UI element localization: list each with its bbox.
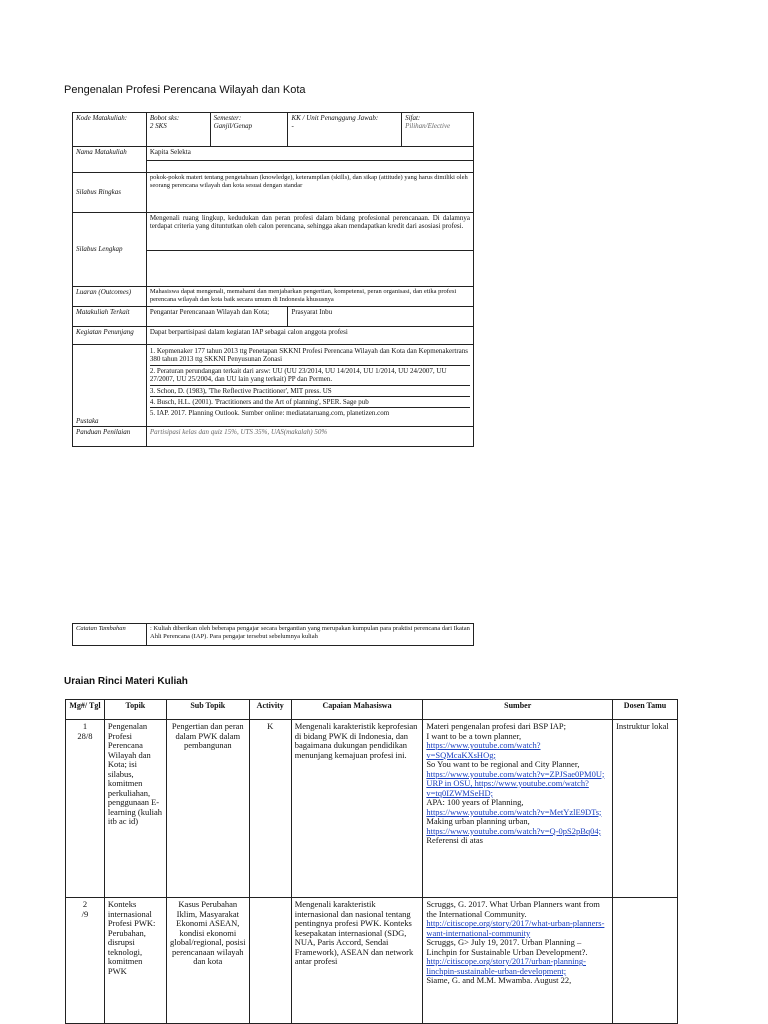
- sources-cell: [423, 720, 613, 898]
- source-link[interactable]: https://www.youtube.com/watch?v=ZPJSae0PM0U;: [426, 768, 605, 779]
- pustaka-list: [150, 346, 470, 419]
- source-list: [426, 722, 609, 846]
- col-header: Topik: [104, 700, 166, 720]
- luaran-label: Luaran (Outcomes): [73, 287, 147, 307]
- week-date: /9: [81, 908, 89, 919]
- terkait-value: Pengantar Perencanaan Wilayah dan Kota;: [146, 307, 288, 327]
- col-header: Activity: [249, 700, 291, 720]
- notes-table: [72, 623, 474, 646]
- silabus-lengkap-label: Silabus Lengkap: [73, 213, 147, 287]
- source-text: Referensi di atas: [426, 835, 483, 846]
- bobot-cell: [146, 113, 210, 147]
- source-text: APA: 100 years of Planning,: [426, 797, 524, 808]
- outcome-cell: Mengenali karakteristik internasional dan nasional tentang pentingnya profesi PWK. Konteks kesepakatan internasional (SDG, NUA, Paris Accord, Sendai Framework), ASEAN dan network antar profesi: [291, 898, 423, 1024]
- bobot-label: Bobot sks:: [149, 114, 180, 122]
- empty-cell: [146, 161, 473, 173]
- pustaka-item: 5. IAP. 2017. Planning Outlook. Sumber online: mediatataruang.com, planetizen.com: [149, 409, 390, 418]
- source-link[interactable]: URP in OSU, https://www.youtube.com/watch?v=tq0IZWMSeHD;: [426, 778, 589, 798]
- topic-cell: Konteks internasional Profesi PWK: Perubahan, disrupsi teknologi, komitmen PWK: [104, 898, 166, 1024]
- source-text: Making urban planning urban,: [426, 816, 530, 827]
- kegiatan-label: Kegiatan Penunjang: [73, 327, 147, 345]
- source-text: Scruggs, G> July 19, 2017. Urban Planning – Linchpin for Sustainable Urban Development?.: [426, 937, 588, 957]
- source-link[interactable]: https://www.youtube.com/watch?v=MetYzlE9DTs;: [426, 806, 602, 817]
- kk-cell: [288, 113, 402, 147]
- notes-label: Catatan Tambahan: [73, 624, 147, 646]
- week-cell: [66, 898, 105, 1024]
- source-list: [426, 900, 609, 986]
- subtopic-cell: Kasus Perubahan Iklim, Masyarakat Ekonomi ASEAN, kondisi ekonomi global/regional, posisi perencanaan wilayah dan kota: [166, 898, 249, 1024]
- kode-label: Kode Matakuliah:: [73, 113, 147, 147]
- silabus-lengkap-value: Mengenali ruang lingkup, kedudukan dan peran profesi dalam bidang profesional perencanaan. Di dalamnya terdapat criteria yang dituntutkan oleh calon perencana, sehingga akan mendapatkan kredit dari asosiasi profesi.: [146, 213, 473, 251]
- sources-cell: [423, 898, 613, 1024]
- schedule-table: [65, 699, 678, 1024]
- sifat-cell: [402, 113, 474, 147]
- week-date: 28/8: [77, 730, 93, 741]
- col-header: Sub Topik: [166, 700, 249, 720]
- table-row: [66, 898, 678, 1024]
- luaran-value: Mahasiswa dapat mengenali, memahami dan menjabarkan pengertian, kompetensi, peran organisasi, dan etika profesi perencana wilayah dan kota baik secara umum di Indonesia khususnya: [146, 287, 473, 307]
- col-header: Mg#/ Tgl: [66, 700, 105, 720]
- source-text: I want to be a town planner,: [426, 730, 522, 741]
- table-row: [66, 720, 678, 898]
- source-link[interactable]: http://citiscope.org/story/2017/what-urban-planners-want-international-community: [426, 918, 605, 938]
- col-header: Capaian Mahasiswa: [291, 700, 423, 720]
- kk-value: -: [291, 122, 294, 131]
- page-title: Pengenalan Profesi Perencana Wilayah dan Kota: [64, 84, 306, 96]
- silabus-ringkas-value: pokok-pokok materi tentang pengetahuan (knowledge), keterampilan (skills), dan sikap (attitude) yang harus dimiliki oleh seorang perencana wilayah dan kota sesuai dengan standar: [146, 173, 473, 213]
- course-info-table: [72, 112, 474, 447]
- pustaka-item: 2. Peraturan perundangan terkait dari arsw: UU (UU 23/2014, UU 14/2014, UU 1/2014, UU 24/2007, UU 27/2007, UU 25/2004, dan UU lain yang terkait) PP dan Permen.: [150, 366, 470, 386]
- nama-label: Nama Matakuliah: [73, 147, 147, 173]
- sifat-value: Pilihan/Elective: [405, 122, 451, 131]
- panduan-value: Partisipasi kelas dan quiz 15%, UTS 35%, UAS(makalah) 50%: [146, 427, 473, 447]
- guest-cell: Instruktur lokal: [613, 720, 678, 898]
- source-link[interactable]: http://citiscope.org/story/2017/urban-planning-linchpin-sustainable-urban-development;: [426, 956, 586, 976]
- nama-value: Kapita Selekta: [146, 147, 473, 161]
- prasyarat-value: Prasyarat Inbu: [288, 307, 474, 327]
- silabus-ringkas-label: Silabus Ringkas: [73, 173, 147, 213]
- source-text: Materi pengenalan profesi dari BSP IAP;: [426, 721, 566, 731]
- week-cell: [66, 720, 105, 898]
- semester-label: Semester:: [213, 114, 242, 122]
- subtopic-cell: Pengertian dan peran dalam PWK dalam pembangunan: [166, 720, 249, 898]
- notes-value: : Kuliah diberikan oleh beberapa pengajar secara bergantian yang merupakan kumpulan para praktisi perencana dari Ikatan Ahli Perencana (IAP). Para pengajar tersebut sebelumnya kuliah: [147, 624, 474, 646]
- topic-cell: Pengenalan Profesi Perencana Wilayah dan Kota; isi silabus, komitmen perkuliahan, penggunaan E-learning (kuliah itb ac id): [104, 720, 166, 898]
- source-text: Siame, G. and M.M. Mwamba. August 22,: [426, 975, 572, 986]
- source-link[interactable]: https://www.youtube.com/watch?v=Q-0pS2pBq04;: [426, 825, 602, 836]
- pustaka-item: 4. Busch, H.L. (2001). 'Practitioners and the Art of planning', SPER. Sage pub: [150, 397, 470, 408]
- pustaka-item: 1. Kepmenaker 177 tahun 2013 ttg Penetapan SKKNI Profesi Perencana Wilayah dan Kota dan Kepmenakertrans 380 tahun 2013 ttg SKKNI Penyusunan Zonasi: [150, 346, 470, 366]
- pustaka-item: 3. Schon, D. (1983), 'The Reflective Practitioner', MIT press. US: [150, 386, 470, 397]
- week-number: 2: [82, 899, 88, 909]
- semester-cell: [210, 113, 288, 147]
- week-number: 1: [82, 721, 88, 731]
- outcome-cell: Mengenali karakteristik keprofesian di bidang PWK di Indonesia, dan bagaimana dukungan pendidikan menunjang kemajuan profesi ini.: [291, 720, 423, 898]
- pustaka-list-cell: [146, 345, 473, 427]
- guest-cell: [613, 898, 678, 1024]
- bobot-value: 2 SKS: [149, 122, 167, 131]
- terkait-label: Matakuliah Terkait: [73, 307, 147, 327]
- source-link[interactable]: https://www.youtube.com/watch?v=SQMcaKXsHOg;: [426, 740, 541, 760]
- kk-label: KK / Unit Penanggung Jawab:: [291, 114, 379, 122]
- source-text: So You want to be regional and City Planner,: [426, 759, 580, 770]
- col-header: Dosen Tamu: [613, 700, 678, 720]
- kegiatan-value: Dapat berpartisipasi dalam kegiatan IAP sebagai calon anggota profesi: [146, 327, 473, 345]
- empty-cell: [146, 251, 473, 287]
- sifat-label: Sifat:: [405, 114, 421, 122]
- activity-cell: [249, 898, 291, 1024]
- pustaka-label: Pustaka: [73, 345, 147, 427]
- panduan-label: Panduan Penilaian: [73, 427, 147, 447]
- source-text: Scruggs, G. 2017. What Urban Planners want from the International Community.: [426, 899, 600, 919]
- col-header: Sumber: [423, 700, 613, 720]
- section-title: Uraian Rinci Materi Kuliah: [64, 676, 188, 687]
- semester-value: Ganjil/Genap: [213, 122, 253, 131]
- activity-cell: K: [249, 720, 291, 898]
